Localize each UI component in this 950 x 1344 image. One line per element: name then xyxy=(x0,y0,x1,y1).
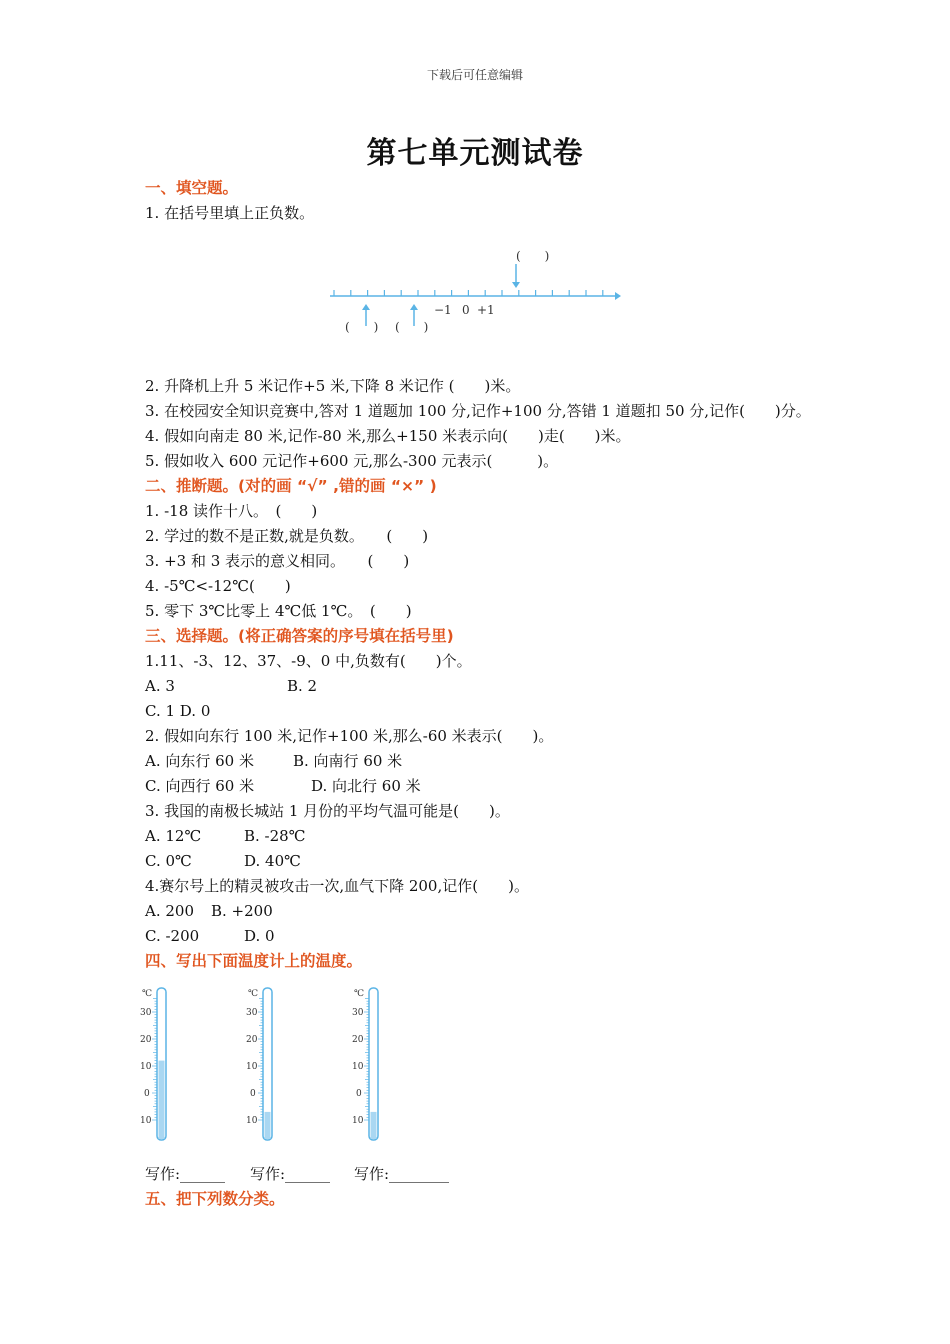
s3-q1-options-ab xyxy=(145,674,815,699)
thermometer-liquid xyxy=(371,1112,377,1139)
section-3-heading: 三、选择题。(将正确答案的序号填在括号里) xyxy=(145,627,454,645)
option-a: A. 向东行 60 米 xyxy=(145,752,254,770)
s3-question-3: 3. 我国的南极长城站 1 月份的平均气温可能是( )。 xyxy=(145,802,510,820)
write-answer-1: 写作:______ xyxy=(145,1165,226,1183)
s3-q4-options-ab xyxy=(145,899,815,924)
s3-question-1: 1.11、-3、12、37、-9、0 中,负数有( )个。 xyxy=(145,652,472,670)
section-5-heading: 五、把下列数分类。 xyxy=(145,1190,285,1208)
label-pos1: +1 xyxy=(477,303,495,317)
s1-question-5: 5. 假如收入 600 元记作+600 元,那么-300 元表示( )。 xyxy=(145,452,559,470)
arrow-down-head xyxy=(512,282,520,288)
option-c: C. 0℃ xyxy=(145,852,192,870)
thermometer-liquid xyxy=(265,1112,271,1139)
bottom-bracket-2: ( ) xyxy=(395,320,429,334)
s3-question-2: 2. 假如向东行 100 米,记作+100 米,那么-60 米表示( )。 xyxy=(145,727,554,745)
s3-q3-options-ab xyxy=(145,824,815,849)
label-neg1: −1 xyxy=(434,303,452,317)
option-b: B. 2 xyxy=(287,677,318,695)
s1-question-3: 3. 在校园安全知识竞赛中,答对 1 道题加 100 分,记作+100 分,答错 1 道题扣 50 分,记作( )分。 xyxy=(145,402,811,420)
thermometer-scale-label: 30 xyxy=(140,1008,152,1018)
option-d: D. 0 xyxy=(244,927,275,945)
thermometer-scale-label: 10 xyxy=(352,1062,364,1072)
thermometer-scale-label: 10 xyxy=(246,1062,258,1072)
option-a: A. 3 xyxy=(145,677,175,695)
option-b: B. +200 xyxy=(211,902,273,920)
thermometer-liquid xyxy=(159,1061,165,1139)
write-answer-3: 写作:________ xyxy=(354,1165,450,1183)
section-2-heading: 二、推断题。(对的画 “√” ,错的画 “×” ) xyxy=(145,477,437,495)
thermometer-scale-label: 20 xyxy=(140,1035,152,1045)
s1-question-1: 1. 在括号里填上正负数。 xyxy=(145,204,315,222)
s3-q3-options-cd xyxy=(145,849,815,874)
number-line-figure xyxy=(145,226,815,326)
arrow-up-2-head xyxy=(410,304,418,310)
thermometer-scale-label: 10 xyxy=(140,1062,152,1072)
write-answer-2: 写作:______ xyxy=(250,1165,331,1183)
option-a: A. 200 xyxy=(145,902,194,920)
s2-question-4: 4. -5℃<-12℃( ) xyxy=(145,577,291,595)
option-b: B. 向南行 60 米 xyxy=(293,752,403,770)
thermometer-unit: ℃ xyxy=(248,989,259,999)
thermometer-unit: ℃ xyxy=(142,989,153,999)
section-1-heading: 一、填空题。 xyxy=(145,179,239,197)
write-answer-row xyxy=(145,1162,815,1187)
tick-group xyxy=(334,290,603,296)
option-c: C. 向西行 60 米 xyxy=(145,777,255,795)
s1-question-4: 4. 假如向南走 80 米,记作-80 米,那么+150 米表示向( )走( )米。 xyxy=(145,427,631,445)
label-0: 0 xyxy=(462,303,470,317)
number-line xyxy=(330,226,630,326)
thermometer-scale-label: 0 xyxy=(356,1089,362,1099)
s2-question-5: 5. 零下 3℃比零上 4℃低 1℃。 ( ) xyxy=(145,602,412,620)
bottom-bracket-1: ( ) xyxy=(345,320,379,334)
thermometer-scale-label: 10 xyxy=(246,1116,258,1126)
thermometer-figure xyxy=(140,974,815,1162)
axis-arrowhead xyxy=(615,292,621,300)
arrow-up-1-head xyxy=(362,304,370,310)
top-bracket: ( ) xyxy=(516,249,550,263)
thermometer-scale-label: 30 xyxy=(246,1008,258,1018)
thermometer-scale-label: 0 xyxy=(250,1089,256,1099)
thermometer-scale-label: 10 xyxy=(140,1116,152,1126)
thermometer-unit: ℃ xyxy=(354,989,365,999)
s2-question-1: 1. -18 读作十八。 ( ) xyxy=(145,502,318,520)
thermometer-scale-label: 0 xyxy=(144,1089,150,1099)
s2-question-3: 3. +3 和 3 表示的意义相同。 ( ) xyxy=(145,552,410,570)
page-title: 第七单元测试卷 xyxy=(366,136,584,171)
s3-question-4: 4.赛尔号上的精灵被攻击一次,血气下降 200,记作( )。 xyxy=(145,877,529,895)
option-a: A. 12℃ xyxy=(145,827,202,845)
header-note: 下载后可任意编辑 xyxy=(426,68,523,82)
s1-question-2: 2. 升降机上升 5 米记作+5 米,下降 8 米记作 ( )米。 xyxy=(145,377,521,395)
option-d: D. 40℃ xyxy=(244,852,301,870)
s3-q2-options-cd xyxy=(145,774,815,799)
option-b: B. -28℃ xyxy=(244,827,306,845)
thermometers xyxy=(140,986,420,1162)
s3-q2-options-ab xyxy=(145,749,815,774)
worksheet-body xyxy=(140,176,815,1212)
option-d: D. 向北行 60 米 xyxy=(311,777,421,795)
s3-q4-options-cd xyxy=(145,924,815,949)
thermometer-scale-label: 20 xyxy=(352,1035,364,1045)
section-4-heading: 四、写出下面温度计上的温度。 xyxy=(145,952,363,970)
s3-q1-options-cd: C. 1 D. 0 xyxy=(145,702,211,720)
thermometer-scale-label: 20 xyxy=(246,1035,258,1045)
s2-question-2: 2. 学过的数不是正数,就是负数。 ( ) xyxy=(145,527,429,545)
thermometer-scale-label: 10 xyxy=(352,1116,364,1126)
option-c: C. -200 xyxy=(145,927,200,945)
thermometer-scale-label: 30 xyxy=(352,1008,364,1018)
